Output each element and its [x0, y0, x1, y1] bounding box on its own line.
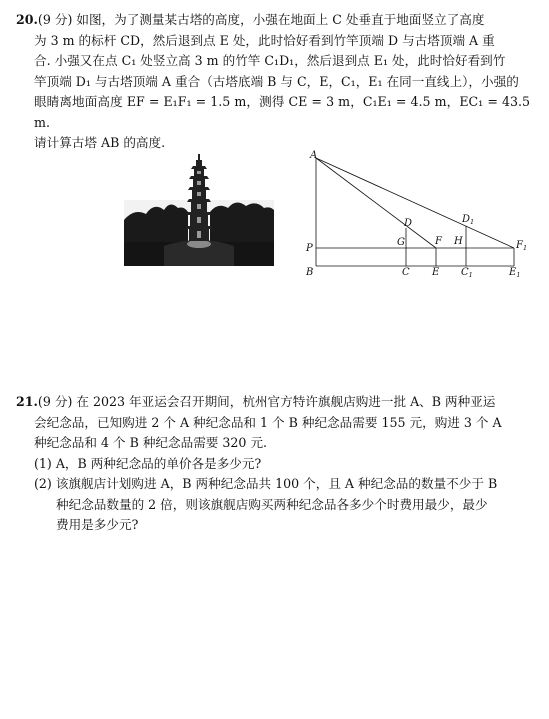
label-g: G	[397, 237, 405, 248]
problem-21-line-2: 会纪念品，已知购进 2 个 A 种纪念品和 1 个 B 种纪念品需要 155 元，购进 3 个 A	[34, 414, 502, 430]
problem-20-number: 20.	[16, 12, 38, 27]
label-e: E	[432, 267, 440, 278]
label-f: F	[435, 236, 442, 247]
problem-20-line-2: 为 3 m 的标杆 CD，然后退到点 E 处，此时恰好看到竹竿顶端 D 与古塔顶端 A 重	[34, 32, 495, 48]
problem-20-line-6: 请计算古塔 AB 的高度.	[34, 135, 166, 150]
label-c1: $C_1$	[461, 267, 473, 279]
sight-line-af	[316, 158, 436, 248]
label-e1: $E_1$	[509, 267, 521, 279]
geometry-diagram	[300, 148, 530, 283]
label-b: B	[306, 267, 314, 278]
problem-21-question-2-line-1: (2) 该旗舰店计划购进 A，B 两种纪念品共 100 个，且 A 种纪念品的数量不少于 B	[34, 476, 498, 491]
problem-21-question-2-line-3: 费用是多少元?	[56, 517, 139, 532]
problem-20-line-3: 合. 小强又在点 C₁ 处竖立高 3 m 的竹竿 C₁D₁，然后退到点 E₁ 处，此时恰好看到竹	[34, 53, 506, 68]
problem-21	[16, 392, 530, 536]
problem-21-question-1: (1) A，B 两种纪念品的单价各是多少元?	[34, 455, 262, 471]
label-f1: $F_1$	[516, 240, 528, 252]
problem-21-line-3: 种纪念品和 4 个 B 种纪念品需要 320 元.	[34, 435, 268, 450]
label-d1: $D_1$	[462, 214, 475, 226]
problem-20-line-5: 眼睛离地面高度 EF = E₁F₁ = 1.5 m，测得 CE = 3 m，C₁E₁ = 4.5 m，EC₁ = 43.5 m.	[34, 94, 530, 130]
label-h: H	[454, 236, 463, 247]
problem-21-number: 21.	[16, 394, 38, 409]
problem-21-line-1: 21.(9 分) 在 2023 年亚运会召开期间，杭州官方特许旗舰店购进一批 A、B 两种亚运	[16, 394, 496, 409]
label-a: A	[310, 150, 318, 161]
problem-20	[16, 10, 530, 154]
problem-20-line-4: 竿顶端 D₁ 与古塔顶端 A 重合（古塔底端 B 与 C，E，C₁，E₁ 在同一直线上），小强的	[34, 73, 519, 89]
pagoda-photo	[124, 150, 274, 266]
label-d: D	[404, 218, 413, 229]
label-p: P	[306, 243, 313, 254]
problem-21-question-2-line-2: 种纪念品数量的 2 倍，则该旗舰店购买两种纪念品各多少个时费用最少，最少	[56, 496, 488, 512]
problem-20-line-1: 20.(9 分) 如图，为了测量某古塔的高度，小强在地面上 C 处垂直于地面竖立了高度	[16, 12, 485, 27]
sight-line-af1	[316, 158, 514, 248]
label-c: C	[402, 267, 410, 278]
